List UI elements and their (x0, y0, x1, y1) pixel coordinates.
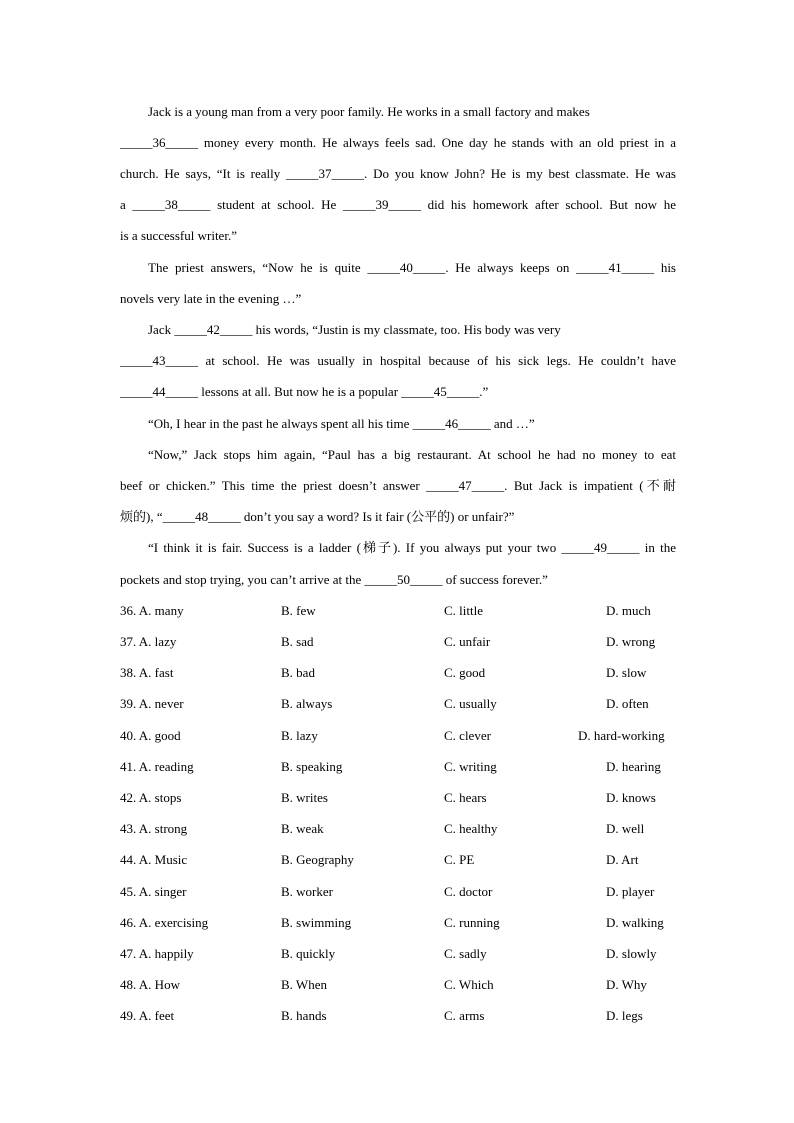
question-row (0, 819, 794, 839)
passage-line: _____36_____ money every month. He always feels sad. One day he stands with an old priest in a (120, 135, 676, 150)
option-c: C. usually (444, 696, 497, 711)
question-row (0, 632, 794, 652)
passage-line: pockets and stop trying, you can’t arrive at the _____50_____ of success forever.” (120, 572, 548, 587)
option-d: D. player (606, 884, 655, 899)
question-number: 36. (120, 603, 137, 618)
option-a: 39. A. never (120, 696, 184, 711)
option-a: 48. A. How (120, 977, 180, 992)
option-b: B. sad (281, 634, 314, 649)
question-row (0, 882, 794, 902)
option-b: B. always (281, 696, 333, 711)
passage-line: “Now,” Jack stops him again, “Paul has a big restaurant. At school he had no money to eat (148, 447, 676, 462)
question-number: 45. (120, 884, 137, 899)
option-a: 43. A. strong (120, 821, 188, 836)
option-c: C. good (444, 665, 486, 680)
option-a: 47. A. happily (120, 946, 194, 961)
question-row (0, 601, 794, 621)
passage-line: a _____38_____ student at school. He _____39_____ did his homework after school. But now he (120, 197, 676, 212)
passage-line: church. He says, “It is really _____37_____. Do you know John? He is my best classmate. He was (120, 166, 676, 181)
passage-line: Jack _____42_____ his words, “Justin is my classmate, too. His body was very (148, 322, 561, 337)
question-row (0, 726, 794, 746)
option-d: D. well (606, 821, 645, 836)
passage-line: novels very late in the evening …” (120, 291, 302, 306)
option-a: 45. A. singer (120, 884, 187, 899)
passage-line: “Oh, I hear in the past he always spent all his time _____46_____ and …” (148, 416, 535, 431)
option-c: C. running (444, 915, 500, 930)
option-a: 37. A. lazy (120, 634, 177, 649)
question-row (0, 788, 794, 808)
passage-line: is a successful writer.” (120, 228, 237, 243)
option-b: B. worker (281, 884, 333, 899)
passage-line: “I think it is fair. Success is a ladder (梯子). If you always put your two _____49_____ in the (148, 540, 676, 555)
option-a: 42. A. stops (120, 790, 182, 805)
passage-line: 烦的), “_____48_____ don’t you say a word? Is it fair (公平的) or unfair?” (120, 509, 515, 524)
option-c: C. unfair (444, 634, 491, 649)
option-d: D. slowly (606, 946, 657, 961)
option-d: D. hearing (606, 759, 661, 774)
option-d: D. Art (606, 852, 639, 867)
option-d: D. walking (606, 915, 664, 930)
question-number: 43. (120, 821, 137, 836)
option-b: B. few (281, 603, 316, 618)
option-a: 40. A. good (120, 728, 181, 743)
option-b: B. Geography (281, 852, 354, 867)
passage-line: _____43_____ at school. He was usually in hospital because of his sick legs. He couldn’t have (120, 353, 676, 368)
question-number: 46. (120, 915, 137, 930)
option-a: 49. A. feet (120, 1008, 175, 1023)
option-a: 44. A. Music (120, 852, 188, 867)
option-d: D. wrong (606, 634, 656, 649)
question-number: 37. (120, 634, 137, 649)
question-row (0, 757, 794, 777)
option-b: B. bad (281, 665, 315, 680)
option-a: 38. A. fast (120, 665, 174, 680)
question-row (0, 850, 794, 870)
option-b: B. writes (281, 790, 328, 805)
question-number: 41. (120, 759, 137, 774)
option-c: C. arms (444, 1008, 485, 1023)
option-c: C. hears (444, 790, 487, 805)
passage-line: The priest answers, “Now he is quite _____40_____. He always keeps on _____41_____ his (148, 260, 676, 275)
question-number: 49. (120, 1008, 137, 1023)
option-b: B. swimming (281, 915, 352, 930)
question-number: 47. (120, 946, 137, 961)
question-number: 38. (120, 665, 137, 680)
question-row (0, 694, 794, 714)
question-number: 39. (120, 696, 137, 711)
option-d: D. knows (606, 790, 656, 805)
question-number: 42. (120, 790, 137, 805)
option-b: B. hands (281, 1008, 327, 1023)
option-c: C. PE (444, 852, 475, 867)
question-row (0, 975, 794, 995)
question-number: 44. (120, 852, 137, 867)
question-number: 48. (120, 977, 137, 992)
option-c: C. doctor (444, 884, 493, 899)
option-d: D. legs (606, 1008, 643, 1023)
option-d: D. hard-working (578, 728, 665, 743)
question-row (0, 663, 794, 683)
option-c: C. writing (444, 759, 497, 774)
option-c: C. clever (444, 728, 491, 743)
option-b: B. speaking (281, 759, 343, 774)
option-d: D. slow (606, 665, 647, 680)
option-c: C. healthy (444, 821, 498, 836)
option-a: 41. A. reading (120, 759, 194, 774)
option-c: C. little (444, 603, 483, 618)
option-d: D. often (606, 696, 649, 711)
option-d: D. Why (606, 977, 647, 992)
option-c: C. Which (444, 977, 494, 992)
passage-line: beef or chicken.” This time the priest doesn’t answer _____47_____. But Jack is impatient (不耐 (120, 478, 676, 493)
question-row (0, 944, 794, 964)
question-row (0, 1006, 794, 1026)
passage-line: Jack is a young man from a very poor family. He works in a small factory and makes (148, 104, 590, 119)
option-a: 46. A. exercising (120, 915, 209, 930)
option-b: B. weak (281, 821, 324, 836)
option-b: B. quickly (281, 946, 336, 961)
option-c: C. sadly (444, 946, 487, 961)
question-number: 40. (120, 728, 137, 743)
option-b: B. When (281, 977, 327, 992)
option-d: D. much (606, 603, 651, 618)
option-a: 36. A. many (120, 603, 184, 618)
passage-line: _____44_____ lessons at all. But now he is a popular _____45_____.” (120, 384, 489, 399)
option-b: B. lazy (281, 728, 318, 743)
question-row (0, 913, 794, 933)
